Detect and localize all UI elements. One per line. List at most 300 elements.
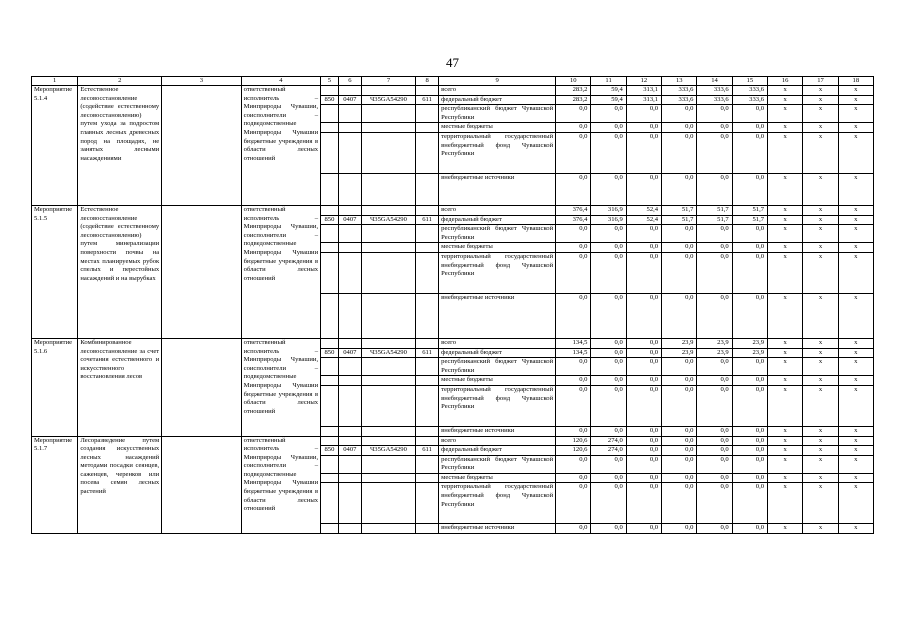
mark-cell: x xyxy=(803,524,838,534)
code-cell xyxy=(361,105,415,123)
responsible-executor: ответственный исполнитель – Минприроды Чувашии, соисполнители – подведомственные Минприроды Чувашии бюджетные учреждения в области лесных отношений xyxy=(241,86,320,206)
code-cell xyxy=(338,358,361,376)
amount-cell: 0,0 xyxy=(626,293,661,338)
measure-description: Комбинированное лесовосстановление за счет сочетания естественного и искусственного восстановления лесов xyxy=(78,338,162,436)
amount-cell: 0,0 xyxy=(732,123,767,133)
code-cell xyxy=(361,338,415,348)
amount-cell: 51,7 xyxy=(662,215,697,225)
mark-cell: x xyxy=(838,338,873,348)
amount-cell: 51,7 xyxy=(662,205,697,215)
amount-cell: 0,0 xyxy=(591,123,626,133)
amount-cell: 23,9 xyxy=(697,338,732,348)
code-cell xyxy=(416,105,439,123)
amount-cell: 23,9 xyxy=(662,348,697,358)
mark-cell: x xyxy=(768,123,803,133)
funding-source: внебюджетные источники xyxy=(439,293,556,338)
amount-cell: 0,0 xyxy=(626,173,661,205)
code-cell xyxy=(321,376,339,386)
code-cell xyxy=(338,426,361,436)
mark-cell: x xyxy=(768,173,803,205)
mark-cell: x xyxy=(803,376,838,386)
amount-cell: 0,0 xyxy=(662,446,697,456)
amount-cell: 0,0 xyxy=(591,293,626,338)
amount-cell: 0,0 xyxy=(626,426,661,436)
mark-cell: x xyxy=(803,483,838,524)
mark-cell: x xyxy=(803,348,838,358)
responsible-executor: ответственный исполнитель – Минприроды Чувашии, соисполнители – подведомственные Минприроды Чувашии бюджетные учреждения в области лесных отношений xyxy=(241,205,320,338)
code-cell xyxy=(338,385,361,426)
amount-cell: 0,0 xyxy=(591,358,626,376)
csr-code: Ч35GA54290 xyxy=(361,215,415,225)
measure-name: Мероприятие 5.1.4 xyxy=(32,86,78,206)
header-cell: 14 xyxy=(697,77,732,86)
amount-cell: 0,0 xyxy=(732,483,767,524)
page-number: 47 xyxy=(446,55,459,70)
csr-code: Ч35GA54290 xyxy=(361,348,415,358)
amount-cell: 0,0 xyxy=(626,385,661,426)
amount-cell: 333,6 xyxy=(697,95,732,105)
amount-cell: 0,0 xyxy=(662,473,697,483)
amount-cell: 51,7 xyxy=(732,205,767,215)
amount-cell: 0,0 xyxy=(591,338,626,348)
header-cell: 7 xyxy=(361,77,415,86)
amount-cell: 0,0 xyxy=(626,446,661,456)
amount-cell: 0,0 xyxy=(732,252,767,293)
amount-cell: 0,0 xyxy=(697,358,732,376)
vr-code: 611 xyxy=(416,95,439,105)
header-cell: 4 xyxy=(241,77,320,86)
grbs-code: 850 xyxy=(321,348,339,358)
mark-cell: x xyxy=(803,173,838,205)
code-cell xyxy=(338,524,361,534)
code-cell xyxy=(338,105,361,123)
header-cell: 5 xyxy=(321,77,339,86)
mark-cell: x xyxy=(838,358,873,376)
amount-cell: 0,0 xyxy=(732,426,767,436)
code-cell xyxy=(361,86,415,96)
code-cell xyxy=(361,483,415,524)
mark-cell: x xyxy=(803,132,838,173)
code-cell xyxy=(338,293,361,338)
amount-cell: 0,0 xyxy=(697,173,732,205)
amount-cell: 0,0 xyxy=(556,252,591,293)
amount-cell: 0,0 xyxy=(556,105,591,123)
code-cell xyxy=(321,293,339,338)
amount-cell: 0,0 xyxy=(556,385,591,426)
amount-cell: 59,4 xyxy=(591,95,626,105)
mark-cell: x xyxy=(803,243,838,253)
amount-cell: 0,0 xyxy=(697,293,732,338)
funding-source: внебюджетные источники xyxy=(439,426,556,436)
vr-code: 611 xyxy=(416,348,439,358)
amount-cell: 0,0 xyxy=(556,483,591,524)
funding-source: федеральный бюджет xyxy=(439,348,556,358)
mark-cell: x xyxy=(838,446,873,456)
amount-cell: 376,4 xyxy=(556,205,591,215)
code-cell xyxy=(338,132,361,173)
code-cell xyxy=(416,455,439,473)
funding-source: всего xyxy=(439,86,556,96)
code-cell xyxy=(361,252,415,293)
empty-cell xyxy=(162,86,241,206)
table-row xyxy=(32,436,874,446)
code-cell xyxy=(416,173,439,205)
mark-cell: x xyxy=(803,358,838,376)
mark-cell: x xyxy=(803,385,838,426)
mark-cell: x xyxy=(838,436,873,446)
funding-source: республиканский бюджет Чувашской Республики xyxy=(439,225,556,243)
mark-cell: x xyxy=(838,123,873,133)
funding-source: республиканский бюджет Чувашской Республики xyxy=(439,105,556,123)
code-cell xyxy=(361,243,415,253)
amount-cell: 0,0 xyxy=(732,446,767,456)
funding-source: местные бюджеты xyxy=(439,473,556,483)
amount-cell: 333,6 xyxy=(732,95,767,105)
amount-cell: 0,0 xyxy=(662,385,697,426)
mark-cell: x xyxy=(803,338,838,348)
amount-cell: 0,0 xyxy=(697,132,732,173)
amount-cell: 134,5 xyxy=(556,348,591,358)
mark-cell: x xyxy=(838,86,873,96)
mark-cell: x xyxy=(768,132,803,173)
code-cell xyxy=(321,123,339,133)
funding-source: федеральный бюджет xyxy=(439,446,556,456)
amount-cell: 333,6 xyxy=(662,86,697,96)
mark-cell: x xyxy=(768,95,803,105)
code-cell xyxy=(338,252,361,293)
amount-cell: 316,9 xyxy=(591,215,626,225)
amount-cell: 316,9 xyxy=(591,205,626,215)
header-cell: 13 xyxy=(662,77,697,86)
amount-cell: 0,0 xyxy=(591,105,626,123)
mark-cell: x xyxy=(768,455,803,473)
code-cell xyxy=(321,426,339,436)
rzpr-code: 0407 xyxy=(338,348,361,358)
amount-cell: 0,0 xyxy=(556,473,591,483)
amount-cell: 0,0 xyxy=(556,173,591,205)
amount-cell: 0,0 xyxy=(626,338,661,348)
amount-cell: 0,0 xyxy=(591,483,626,524)
amount-cell: 0,0 xyxy=(591,455,626,473)
funding-source: федеральный бюджет xyxy=(439,215,556,225)
amount-cell: 274,0 xyxy=(591,446,626,456)
mark-cell: x xyxy=(768,105,803,123)
code-cell xyxy=(338,225,361,243)
amount-cell: 0,0 xyxy=(697,252,732,293)
amount-cell: 0,0 xyxy=(591,376,626,386)
mark-cell: x xyxy=(803,293,838,338)
mark-cell: x xyxy=(838,426,873,436)
measure-name: Мероприятие 5.1.6 xyxy=(32,338,78,436)
amount-cell: 134,5 xyxy=(556,338,591,348)
funding-source: внебюджетные источники xyxy=(439,524,556,534)
amount-cell: 23,9 xyxy=(697,348,732,358)
amount-cell: 0,0 xyxy=(662,358,697,376)
amount-cell: 0,0 xyxy=(556,455,591,473)
amount-cell: 0,0 xyxy=(626,348,661,358)
mark-cell: x xyxy=(838,105,873,123)
mark-cell: x xyxy=(838,252,873,293)
code-cell xyxy=(416,86,439,96)
amount-cell: 0,0 xyxy=(732,243,767,253)
code-cell xyxy=(321,483,339,524)
amount-cell: 0,0 xyxy=(697,473,732,483)
mark-cell: x xyxy=(768,348,803,358)
amount-cell: 0,0 xyxy=(626,524,661,534)
rzpr-code: 0407 xyxy=(338,215,361,225)
code-cell xyxy=(321,436,339,446)
code-cell xyxy=(321,385,339,426)
code-cell xyxy=(416,436,439,446)
mark-cell: x xyxy=(803,252,838,293)
funding-source: местные бюджеты xyxy=(439,123,556,133)
funding-source: республиканский бюджет Чувашской Республики xyxy=(439,358,556,376)
mark-cell: x xyxy=(838,293,873,338)
measure-name: Мероприятие 5.1.7 xyxy=(32,436,78,534)
amount-cell: 52,4 xyxy=(626,215,661,225)
header-cell: 11 xyxy=(591,77,626,86)
vr-code: 611 xyxy=(416,215,439,225)
mark-cell: x xyxy=(838,473,873,483)
code-cell xyxy=(361,173,415,205)
amount-cell: 0,0 xyxy=(662,483,697,524)
code-cell xyxy=(416,338,439,348)
amount-cell: 0,0 xyxy=(697,105,732,123)
mark-cell: x xyxy=(838,385,873,426)
code-cell xyxy=(321,243,339,253)
code-cell xyxy=(321,338,339,348)
header-cell: 2 xyxy=(78,77,162,86)
mark-cell: x xyxy=(768,473,803,483)
measure-description: Естественное лесовосстановление (содействие естественному лесовосстановлению) путем минерализации поверхности почвы на местах планируемых рубок спелых и перестойных насаждений и на вырубках xyxy=(78,205,162,338)
amount-cell: 274,0 xyxy=(591,436,626,446)
amount-cell: 0,0 xyxy=(591,173,626,205)
mark-cell: x xyxy=(803,205,838,215)
amount-cell: 0,0 xyxy=(732,455,767,473)
code-cell xyxy=(361,376,415,386)
amount-cell: 0,0 xyxy=(697,436,732,446)
amount-cell: 0,0 xyxy=(626,376,661,386)
amount-cell: 0,0 xyxy=(591,243,626,253)
code-cell xyxy=(361,385,415,426)
funding-source: территориальный государственный внебюджетный фонд Чувашской Республики xyxy=(439,132,556,173)
amount-cell: 0,0 xyxy=(591,426,626,436)
amount-cell: 23,9 xyxy=(662,338,697,348)
mark-cell: x xyxy=(803,426,838,436)
amount-cell: 0,0 xyxy=(591,252,626,293)
amount-cell: 0,0 xyxy=(662,426,697,436)
mark-cell: x xyxy=(838,348,873,358)
table-row xyxy=(32,86,874,96)
mark-cell: x xyxy=(768,215,803,225)
code-cell xyxy=(321,358,339,376)
header-cell: 12 xyxy=(626,77,661,86)
code-cell xyxy=(338,243,361,253)
amount-cell: 0,0 xyxy=(732,436,767,446)
amount-cell: 51,7 xyxy=(697,215,732,225)
mark-cell: x xyxy=(768,446,803,456)
amount-cell: 0,0 xyxy=(697,385,732,426)
code-cell xyxy=(416,483,439,524)
amount-cell: 0,0 xyxy=(591,225,626,243)
mark-cell: x xyxy=(838,225,873,243)
amount-cell: 0,0 xyxy=(556,376,591,386)
mark-cell: x xyxy=(768,338,803,348)
code-cell xyxy=(338,205,361,215)
amount-cell: 0,0 xyxy=(626,358,661,376)
code-cell xyxy=(321,524,339,534)
code-cell xyxy=(361,436,415,446)
amount-cell: 23,9 xyxy=(732,338,767,348)
header-cell: 17 xyxy=(803,77,838,86)
funding-source: всего xyxy=(439,338,556,348)
mark-cell: x xyxy=(803,215,838,225)
amount-cell: 0,0 xyxy=(662,132,697,173)
amount-cell: 0,0 xyxy=(732,173,767,205)
amount-cell: 0,0 xyxy=(626,105,661,123)
header-cell: 1 xyxy=(32,77,78,86)
amount-cell: 0,0 xyxy=(591,524,626,534)
measure-name: Мероприятие 5.1.5 xyxy=(32,205,78,338)
amount-cell: 0,0 xyxy=(697,123,732,133)
code-cell xyxy=(338,455,361,473)
amount-cell: 0,0 xyxy=(662,524,697,534)
amount-cell: 333,6 xyxy=(732,86,767,96)
amount-cell: 0,0 xyxy=(626,123,661,133)
rzpr-code: 0407 xyxy=(338,95,361,105)
mark-cell: x xyxy=(838,205,873,215)
amount-cell: 0,0 xyxy=(732,105,767,123)
amount-cell: 0,0 xyxy=(697,455,732,473)
header-cell: 10 xyxy=(556,77,591,86)
table-row xyxy=(32,338,874,348)
amount-cell: 283,2 xyxy=(556,95,591,105)
amount-cell: 0,0 xyxy=(556,243,591,253)
code-cell xyxy=(321,173,339,205)
funding-source: местные бюджеты xyxy=(439,243,556,253)
responsible-executor: ответственный исполнитель – Минприроды Чувашии, соисполнители – подведомственные Минприроды Чувашии бюджетные учреждения в области лесных отношений xyxy=(241,436,320,534)
amount-cell: 0,0 xyxy=(732,358,767,376)
code-cell xyxy=(321,132,339,173)
amount-cell: 0,0 xyxy=(662,252,697,293)
code-cell xyxy=(416,426,439,436)
code-cell xyxy=(361,358,415,376)
funding-source: территориальный государственный внебюджетный фонд Чувашской Республики xyxy=(439,252,556,293)
mark-cell: x xyxy=(803,123,838,133)
code-cell xyxy=(321,225,339,243)
code-cell xyxy=(416,132,439,173)
mark-cell: x xyxy=(768,252,803,293)
amount-cell: 0,0 xyxy=(697,225,732,243)
amount-cell: 0,0 xyxy=(556,132,591,173)
mark-cell: x xyxy=(768,86,803,96)
code-cell xyxy=(361,455,415,473)
amount-cell: 0,0 xyxy=(626,225,661,243)
amount-cell: 0,0 xyxy=(626,132,661,173)
amount-cell: 0,0 xyxy=(732,385,767,426)
amount-cell: 376,4 xyxy=(556,215,591,225)
code-cell xyxy=(321,455,339,473)
mark-cell: x xyxy=(838,215,873,225)
mark-cell: x xyxy=(768,225,803,243)
amount-cell: 0,0 xyxy=(697,426,732,436)
mark-cell: x xyxy=(838,95,873,105)
amount-cell: 51,7 xyxy=(697,205,732,215)
amount-cell: 0,0 xyxy=(556,524,591,534)
header-cell: 9 xyxy=(439,77,556,86)
amount-cell: 0,0 xyxy=(697,446,732,456)
mark-cell: x xyxy=(803,105,838,123)
header-cell: 6 xyxy=(338,77,361,86)
amount-cell: 0,0 xyxy=(556,426,591,436)
funding-source: всего xyxy=(439,436,556,446)
code-cell xyxy=(361,473,415,483)
amount-cell: 0,0 xyxy=(626,252,661,293)
code-cell xyxy=(361,123,415,133)
mark-cell: x xyxy=(768,524,803,534)
amount-cell: 0,0 xyxy=(662,173,697,205)
code-cell xyxy=(416,376,439,386)
amount-cell: 313,1 xyxy=(626,86,661,96)
mark-cell: x xyxy=(768,205,803,215)
rzpr-code: 0407 xyxy=(338,446,361,456)
mark-cell: x xyxy=(768,376,803,386)
amount-cell: 0,0 xyxy=(591,348,626,358)
amount-cell: 333,6 xyxy=(662,95,697,105)
amount-cell: 59,4 xyxy=(591,86,626,96)
csr-code: Ч35GA54290 xyxy=(361,446,415,456)
amount-cell: 52,4 xyxy=(626,205,661,215)
empty-cell xyxy=(162,338,241,436)
funding-source: республиканский бюджет Чувашской Республики xyxy=(439,455,556,473)
funding-source: местные бюджеты xyxy=(439,376,556,386)
code-cell xyxy=(361,225,415,243)
code-cell xyxy=(338,338,361,348)
amount-cell: 0,0 xyxy=(697,376,732,386)
mark-cell: x xyxy=(838,243,873,253)
code-cell xyxy=(416,123,439,133)
code-cell xyxy=(416,252,439,293)
amount-cell: 0,0 xyxy=(626,436,661,446)
code-cell xyxy=(338,173,361,205)
code-cell xyxy=(416,293,439,338)
code-cell xyxy=(338,483,361,524)
mark-cell: x xyxy=(803,225,838,243)
amount-cell: 0,0 xyxy=(626,243,661,253)
mark-cell: x xyxy=(768,426,803,436)
funding-source: всего xyxy=(439,205,556,215)
csr-code: Ч35GA54290 xyxy=(361,95,415,105)
amount-cell: 51,7 xyxy=(732,215,767,225)
mark-cell: x xyxy=(803,446,838,456)
grbs-code: 850 xyxy=(321,215,339,225)
measure-description: Естественное лесовосстановление (содействие естественному лесовосстановлению) путем ухода за подростом главных лесных древесных пород на площадях, не занятых лесными насаждениями xyxy=(78,86,162,206)
header-cell: 8 xyxy=(416,77,439,86)
amount-cell: 0,0 xyxy=(662,123,697,133)
header-cell: 18 xyxy=(838,77,873,86)
mark-cell: x xyxy=(768,483,803,524)
vr-code: 611 xyxy=(416,446,439,456)
amount-cell: 0,0 xyxy=(697,243,732,253)
code-cell xyxy=(416,358,439,376)
mark-cell: x xyxy=(838,132,873,173)
header-cell: 15 xyxy=(732,77,767,86)
amount-cell: 0,0 xyxy=(697,524,732,534)
amount-cell: 0,0 xyxy=(732,225,767,243)
code-cell xyxy=(416,205,439,215)
amount-cell: 0,0 xyxy=(697,483,732,524)
amount-cell: 0,0 xyxy=(591,385,626,426)
